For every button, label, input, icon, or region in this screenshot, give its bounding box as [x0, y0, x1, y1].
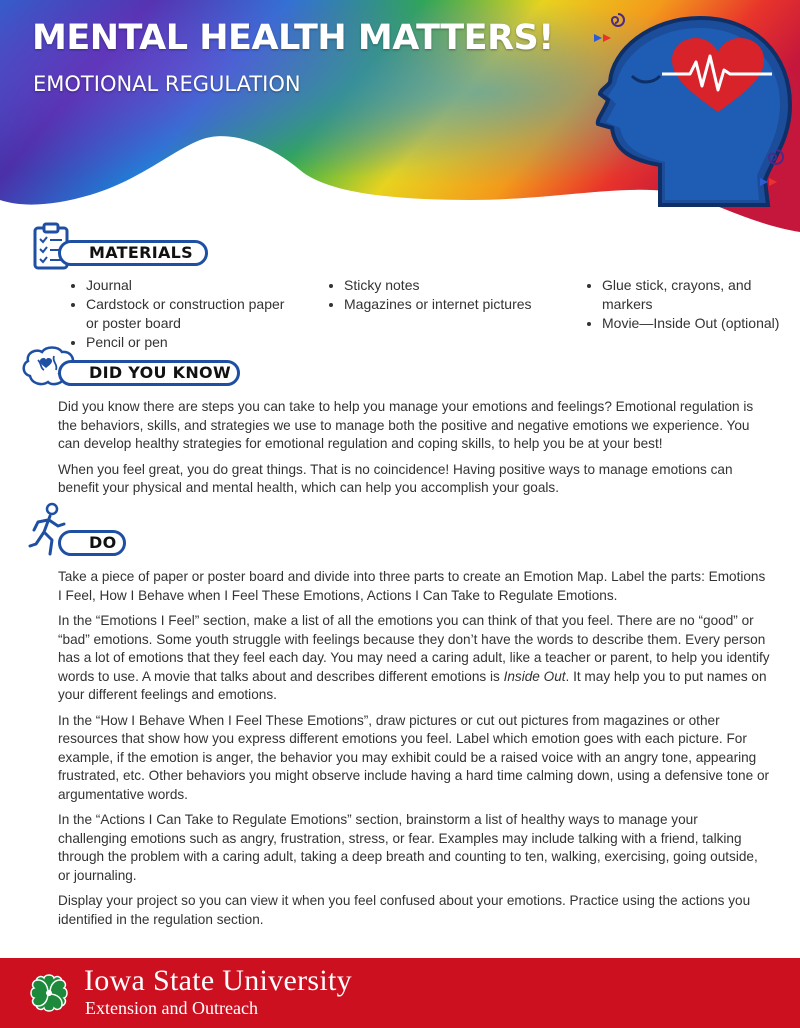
list-item: • Journal [86, 276, 286, 295]
page-title: MENTAL HEALTH MATTERS! [32, 18, 554, 58]
did-you-know-heading: DID YOU KNOW [58, 360, 240, 386]
list-item: • Glue stick, crayons, and markers [602, 276, 792, 314]
materials-heading: MATERIALS [58, 240, 208, 266]
text-span: . It may help you to put names on your different feelings and emotions. [58, 668, 767, 702]
did-you-know-body [58, 398, 770, 505]
university-name: Iowa State University [84, 964, 352, 997]
paragraph [58, 612, 770, 705]
materials-list-col1 [68, 276, 286, 352]
paragraph: Display your project so you can view it when you feel confused about your emotions. Practice using the actions you identified in the regulation section. [58, 893, 751, 927]
list-item: • Sticky notes [344, 276, 534, 295]
paragraph: Did you know there are steps you can take to help you manage your emotions and feelings? Emotional regulation is the behaviors, skills, and strategies we use to manage both the positive and negative emotions we experience. You can develop healthy strategies for emotional regulation and coping skills, to help you be at your best! [58, 399, 754, 451]
text-span: In the “Emotions I Feel” section, make a list of all the emotions you can think of that you feel. There are no “good” or “bad” emotions. Some youth struggle with feelings because they don’t have the words to describe them. Every person has a lot of emotions that they feel each day. You may need a caring adult, like a teacher or parent, to help you identify words to use. A movie that talks about and describes different emotions is [58, 613, 770, 684]
page-subtitle: EMOTIONAL REGULATION [33, 72, 301, 96]
paragraph: Take a piece of paper or poster board and divide into three parts to create an Emotion Map. Label the parts: Emotions I Feel, How I Behave when I Feel These Emotions, Actions I Can Take to Regulate Emotions. [58, 569, 766, 603]
paragraph: In the “How I Behave When I Feel These Emotions”, draw pictures or cut out pictures from magazines or other resources that show how you express different emotions you feel. Label which emotion goes with each picture. For example, if the emotion is anger, the behavior you may exhibit could be a raised voice with an angry tone, appearing frustrated, etc. Other behaviors you might observe include having a hard time calming down, using a defensive tone or argumentative words. [58, 712, 770, 802]
do-body [58, 568, 770, 936]
list-item: • Movie—Inside Out (optional) [602, 314, 792, 333]
do-heading: DO [58, 530, 126, 556]
list-item: • Pencil or pen [86, 333, 286, 352]
extension-name: Extension and Outreach [85, 998, 258, 1018]
four-h-clover-logo-icon [26, 970, 72, 1016]
paragraph: When you feel great, you do great things. That is no coincidence! Having positive ways to manage emotions can benefit your physical and mental health, which can help you accomplish your goals. [58, 461, 733, 495]
header-banner [0, 0, 800, 240]
materials-list-col2 [326, 276, 534, 314]
materials-list-col3 [584, 276, 792, 333]
list-item: • Magazines or internet pictures [344, 295, 534, 314]
paragraph: In the “Actions I Can Take to Regulate Emotions” section, brainstorm a list of healthy ways to manage your challenging emotions such as angry, frustration, stress, or fear. Examples may include talking with a friend, talking through the problem with a caring adult, taking a deep breath and counting to ten, walking, exercising, going outside, or journaling. [58, 812, 758, 883]
footer [0, 958, 800, 1028]
movie-title: Inside Out [503, 668, 566, 684]
list-item: • Cardstock or construction paper or poster board [86, 295, 286, 333]
